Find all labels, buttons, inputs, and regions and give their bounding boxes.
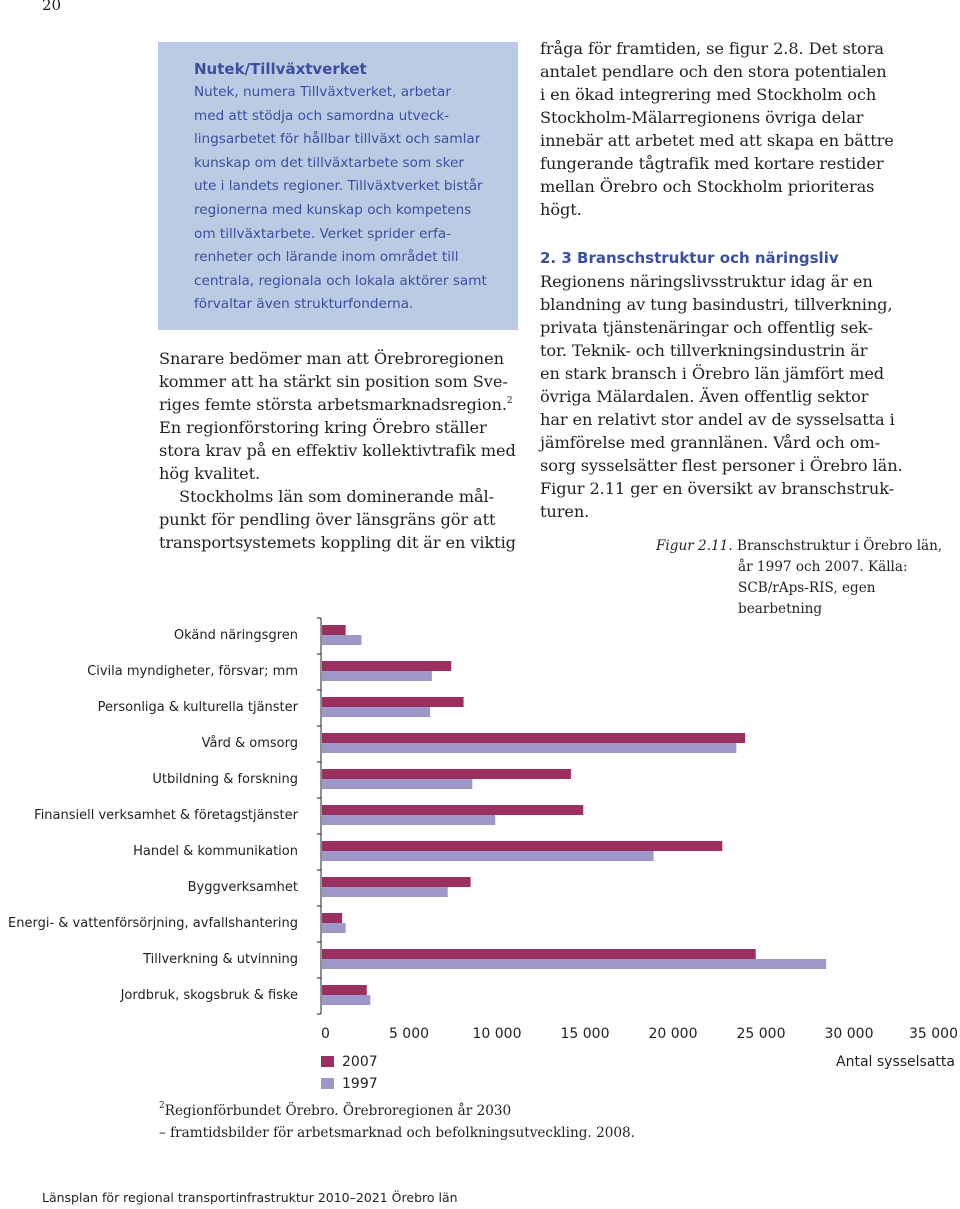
text-line: har en relativt stor andel av de sysselsatta i — [540, 410, 895, 429]
bar-2007 — [322, 769, 571, 779]
text-line: innebär att arbetet med att skapa en bättre — [540, 131, 894, 150]
x-tick-label: 35 000 — [909, 1026, 958, 1042]
page-number: 20 — [42, 0, 62, 14]
footnote-ref: 2 — [506, 396, 513, 406]
info-box-line: kunskap om det tillväxtarbete som sker — [194, 154, 464, 171]
bar-1997 — [322, 743, 736, 753]
category-label: Energi- & vattenförsörjning, avfallshantering — [8, 916, 298, 931]
x-tick-label: 10 000 — [472, 1026, 522, 1042]
bar-2007 — [322, 625, 346, 635]
figure-caption-line: år 1997 och 2007. Källa: — [738, 559, 908, 575]
section-heading: 2. 3 Branschstruktur och näringsliv — [540, 249, 839, 267]
text-line: punkt för pendling över länsgräns gör att — [159, 510, 496, 529]
bar-1997 — [322, 815, 495, 825]
footnote-line: Regionförbundet Örebro. Örebroregionen år 2030 — [164, 1103, 512, 1119]
info-box-line: centrala, regionala och lokala aktörer samt — [194, 272, 487, 289]
bar-2007 — [322, 877, 471, 887]
figure-caption-line: bearbetning — [738, 601, 823, 617]
info-box-line: med att stödja och samordna utveck- — [194, 107, 450, 124]
bar-1997 — [322, 779, 472, 789]
legend-swatch-2007 — [321, 1056, 334, 1067]
bar-2007 — [322, 985, 367, 995]
bar-2007 — [322, 805, 583, 815]
footnote — [159, 1100, 635, 1144]
legend-label-1997: 1997 — [342, 1076, 378, 1092]
bar-2007 — [322, 949, 756, 959]
page-footer: Länsplan för regional transportinfrastruktur 2010–2021 Örebro län — [42, 1190, 458, 1205]
text-line: jämförelse med grannlänen. Vård och om- — [540, 433, 881, 452]
text-line: transportsystemets koppling dit är en viktig — [159, 533, 516, 552]
info-box-line: om tillväxtarbete. Verket sprider erfa- — [194, 225, 452, 242]
text-line: Regionens näringslivsstruktur idag är en — [540, 272, 873, 291]
text-line: sorg sysselsätter flest personer i Örebro län. — [540, 456, 903, 475]
figure-caption-line: SCB/rAps-RIS, egen — [738, 580, 876, 596]
bar-1997 — [322, 995, 370, 1005]
bar-1997 — [322, 887, 448, 897]
chart-tick-labels — [321, 1026, 958, 1042]
text-line: privata tjänstenäringar och offentlig sek- — [540, 318, 873, 337]
info-box-line: ute i landets regioner. Tillväxtverket bistår — [194, 178, 483, 195]
figure-caption-label: Figur 2.11. — [656, 538, 733, 554]
chart-bars — [322, 625, 826, 1005]
category-label: Personliga & kulturella tjänster — [97, 700, 298, 715]
chart-axis — [317, 618, 321, 1014]
info-box-line: regionerna med kunskap och kompetens — [194, 201, 472, 218]
text-line: i en ökad integrering med Stockholm och — [540, 85, 877, 104]
x-tick-label: 30 000 — [824, 1026, 874, 1042]
text-line: riges femte största arbetsmarknadsregion. — [159, 395, 507, 414]
text-line: turen. — [540, 502, 590, 521]
bar-2007 — [322, 913, 342, 923]
figure-caption-line: Branschstruktur i Örebro län, — [736, 538, 943, 554]
bar-2007 — [322, 733, 745, 743]
bar-2007 — [322, 697, 464, 707]
legend-swatch-1997 — [321, 1078, 334, 1089]
text-line: högt. — [540, 200, 582, 219]
category-label: Tillverkning & utvinning — [143, 952, 298, 967]
text-line: blandning av tung basindustri, tillverkning, — [540, 295, 893, 314]
text-line: tor. Teknik- och tillverkningsindustrin är — [540, 341, 868, 360]
x-tick-label: 15 000 — [560, 1026, 610, 1042]
text-line: Stockholm-Mälarregionens övriga delar — [540, 108, 864, 127]
category-label: Byggverksamhet — [187, 880, 298, 895]
footnote-line: – framtidsbilder för arbetsmarknad och befolkningsutveckling. 2008. — [159, 1125, 635, 1141]
category-label: Finansiell verksamhet & företagstjänster — [34, 808, 298, 823]
category-label: Vård & omsorg — [201, 736, 298, 751]
bar-1997 — [322, 707, 430, 717]
bar-1997 — [322, 923, 346, 933]
text-line: fungerande tågtrafik med kortare restider — [540, 154, 884, 173]
info-box-line: förvaltar även strukturfonderna. — [194, 296, 414, 313]
bar-2007 — [322, 841, 722, 851]
text-line: antalet pendlare och den stora potentialen — [540, 62, 887, 81]
text-line: hög kvalitet. — [159, 464, 261, 483]
text-line: Stockholms län som dominerande mål- — [179, 487, 495, 506]
chart-category-labels — [8, 628, 299, 1003]
text-line: stora krav på en effektiv kollektivtrafik med — [159, 441, 516, 460]
category-label: Jordbruk, skogsbruk & fiske — [120, 988, 298, 1003]
bar-1997 — [322, 959, 826, 969]
x-tick-label: 0 — [321, 1026, 330, 1042]
bar-2007 — [322, 661, 451, 671]
legend-label-2007: 2007 — [342, 1054, 378, 1070]
info-box-line: lingsarbetet för hållbar tillväxt och samlar — [194, 131, 481, 148]
info-box-line: renheter och lärande inom området till — [194, 249, 459, 266]
info-box-line: Nutek, numera Tillväxtverket, arbetar — [194, 84, 451, 100]
text-line: kommer att ha stärkt sin position som Sve- — [159, 372, 508, 391]
text-line: övriga Mälardalen. Även offentlig sektor — [540, 387, 869, 406]
x-tick-label: 25 000 — [736, 1026, 786, 1042]
x-tick-label: 20 000 — [648, 1026, 698, 1042]
text-line: en stark bransch i Örebro län jämfört med — [540, 364, 885, 383]
text-line: Figur 2.11 ger en översikt av branschstruk- — [540, 479, 894, 498]
x-tick-label: 5 000 — [388, 1026, 430, 1042]
footnote-number: 2 — [159, 1101, 165, 1111]
category-label: Okänd näringsgren — [173, 628, 298, 643]
text-line: En regionförstoring kring Örebro ställer — [159, 418, 487, 437]
text-line: mellan Örebro och Stockholm prioriteras — [540, 177, 875, 196]
category-label: Utbildning & forskning — [152, 772, 298, 787]
info-box-title: Nutek/Tillväxtverket — [194, 60, 367, 78]
text-line: fråga för framtiden, se figur 2.8. Det stora — [540, 39, 884, 58]
chart-x-axis-label: Antal sysselsatta — [836, 1054, 955, 1070]
bar-1997 — [322, 635, 361, 645]
bar-1997 — [322, 671, 432, 681]
category-label: Civila myndigheter, försvar; mm — [87, 664, 298, 679]
bar-1997 — [322, 851, 654, 861]
category-label: Handel & kommunikation — [133, 844, 298, 859]
text-line: Snarare bedömer man att Örebroregionen — [159, 349, 504, 368]
